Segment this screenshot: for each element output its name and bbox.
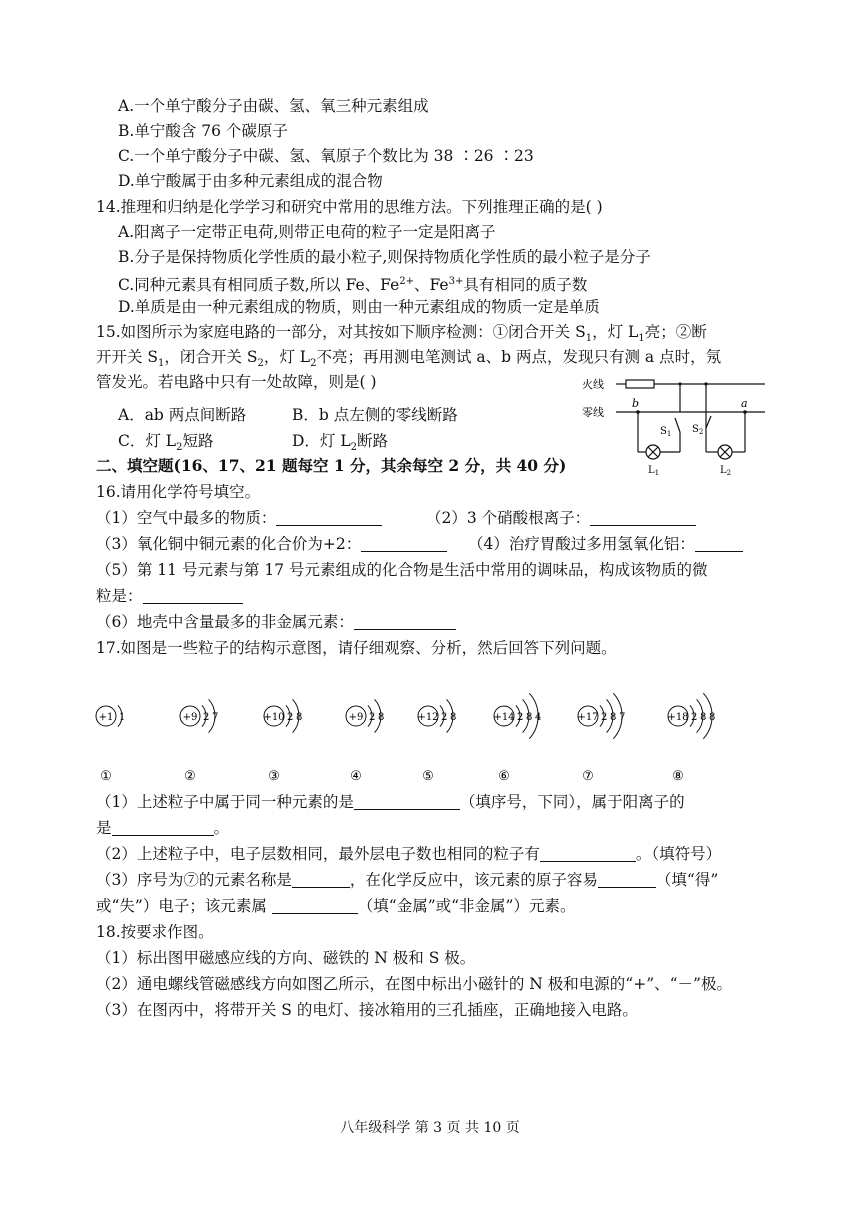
switch-s1-blade [675, 418, 680, 432]
q14-c-sup-2: 3+ [448, 276, 464, 287]
nucleus-charge: +9 [182, 712, 198, 723]
electron-count: 7 [212, 712, 219, 723]
node-live-1 [678, 382, 681, 385]
q17-p1-text-a: （1）上述粒子中属于同一种元素的是 [96, 793, 354, 811]
q17-blank-5[interactable] [598, 871, 656, 888]
q16-blank-3[interactable] [361, 535, 447, 552]
q13-option-a: A.一个单宁酸分子由碳、氢、氧三种元素组成 [118, 97, 429, 115]
q13-option-d: D.单宁酸属于由多种元素组成的混合物 [118, 172, 383, 190]
particle-8 [667, 693, 715, 784]
q15-d-text-1: D．灯 L [292, 432, 351, 450]
particle-label: ⑧ [672, 769, 684, 784]
q16-part6 [96, 612, 456, 632]
electron-count: 8 [378, 712, 385, 723]
fuse [626, 380, 654, 388]
q15-l1-c: 亮；②断 [644, 323, 707, 341]
q17-blank-1[interactable] [354, 793, 460, 810]
q14-option-d: D.单质是由一种元素组成的物质，则由一种元素组成的物质一定是单质 [118, 298, 600, 316]
q15-l2-sub2: 2 [257, 358, 264, 370]
q15-l1-a: 15.如图所示为家庭电路的一部分，对其按如下顺序检测：①闭合开关 S [96, 323, 586, 341]
particle-label: ④ [350, 769, 362, 784]
q16-part2 [426, 508, 696, 528]
nucleus-charge: +18 [667, 712, 689, 723]
q16-blank-6[interactable] [354, 613, 456, 630]
nucleus-charge: +17 [577, 712, 599, 723]
label-l1-sub: 1 [654, 469, 660, 477]
q18-part1: （1）标出图甲磁感应线的方向、磁铁的 N 极和 S 极。 [96, 949, 476, 967]
q17-blank-6[interactable] [272, 897, 358, 914]
q14-c-sup-1: 2+ [399, 276, 414, 287]
particle-label: ⑤ [422, 769, 434, 784]
q17-blank-2[interactable] [112, 819, 214, 836]
q17-stem: 17.如图是一些粒子的结构示意图，请仔细观察、分析，然后回答下列问题。 [96, 639, 617, 657]
q16-blank-2[interactable] [590, 509, 696, 526]
particle-structure-diagrams [86, 668, 746, 788]
label-a: a [741, 397, 748, 410]
q15-option-d [292, 431, 388, 458]
particle-label: ② [184, 769, 196, 784]
q17-p3-text-c: （填“得” [655, 871, 719, 889]
electron-count: 2 [441, 712, 448, 723]
q18-stem: 18.按要求作图。 [96, 923, 214, 941]
particle-label: ③ [268, 769, 280, 784]
q17-part3-line1 [96, 870, 718, 890]
electron-count: 7 [619, 712, 626, 723]
q16-part5-line2 [96, 586, 243, 606]
q14-stem: 14.推理和归纳是化学学习和研究中常用的思维方法。下列推理正确的是( ) [96, 198, 603, 216]
particle-label: ⑥ [498, 769, 510, 784]
q15-option-b: B．b 点左侧的零线断路 [292, 406, 458, 424]
particle-7 [577, 693, 625, 784]
q16-part1-text: （1）空气中最多的物质： [96, 509, 277, 527]
q14-option-b: B.分子是保持物质化学性质的最小粒子,则保持物质化学性质的最小粒子是分子 [118, 248, 651, 266]
particle-4 [346, 699, 384, 784]
q15-c-text-2: 短路 [182, 432, 214, 450]
q16-blank-5[interactable] [143, 587, 243, 604]
q14-c-text-3: 具有相同的质子数 [463, 276, 588, 295]
page-footer: 八年级科学 第 3 页 共 10 页 [340, 1120, 520, 1136]
q15-l2-d: 不亮；再用测电笔测试 a、b 两点，发现只有测 a 点时，氖 [316, 348, 722, 366]
q17-p3-text-e: （填“金属”或“非金属”）元素。 [357, 897, 576, 915]
q15-d-text-2: 断路 [357, 432, 389, 450]
label-s1 [660, 426, 671, 438]
q16-part6-text: （6）地壳中含量最多的非金属元素： [96, 613, 354, 631]
q17-p1-text-c: 是 [96, 819, 112, 837]
q15-c-sub: 2 [176, 442, 183, 454]
electron-count: 8 [450, 712, 457, 723]
q15-l2-b: ，闭合开关 S [164, 348, 258, 366]
q15-option-a: A．ab 两点间断路 [118, 406, 247, 424]
label-s2-sub: 2 [698, 428, 704, 436]
q17-part3-line2 [96, 896, 575, 916]
q17-part2 [96, 844, 721, 864]
electron-count: 8 [610, 712, 617, 723]
switch-s2-blade [706, 416, 711, 428]
node-b [636, 410, 640, 414]
electron-count: 2 [369, 712, 376, 723]
particle-5 [417, 699, 456, 784]
q15-l1-b: ，灯 L [592, 323, 639, 341]
particle-2 [180, 699, 218, 784]
q15-c-text-1: C．灯 L [118, 432, 177, 450]
nucleus-charge: +12 [417, 712, 439, 723]
q16-blank-4[interactable] [695, 535, 743, 552]
q16-part5-text: 粒是： [96, 587, 143, 605]
particle-label: ① [100, 769, 112, 784]
node-live-2 [704, 382, 707, 385]
label-b: b [632, 397, 640, 410]
q16-part3-text: （3）氧化铜中铜元素的化合价为+2： [96, 535, 362, 553]
q15-l2-sub1: 1 [158, 358, 165, 370]
label-s2-main: S [692, 424, 699, 435]
label-l2 [720, 465, 731, 477]
q16-part4 [468, 534, 743, 554]
q17-blank-3[interactable] [540, 845, 636, 862]
q16-part1 [96, 508, 382, 528]
q17-p1-text-b: （填序号，下同），属于阳离子的 [459, 793, 685, 811]
q17-p1-text-d: 。 [213, 819, 230, 837]
q16-blank-1[interactable] [276, 509, 382, 526]
electron-count: 8 [526, 712, 533, 723]
section2-heading: 二、填空题(16、17、21 题每空 1 分，其余每空 2 分，共 40 分) [96, 456, 567, 475]
q14-c-text-1: C.同种元素具有相同质子数,所以 Fe、Fe [118, 276, 400, 295]
q17-p3-text-d: 或“失”）电子；该元素属 [96, 897, 272, 915]
q16-part4-text: （4）治疗胃酸过多用氢氧化铝： [468, 535, 695, 553]
node-a [743, 410, 747, 414]
q15-l2-sub3: 2 [310, 358, 317, 370]
label-l1-main: L [648, 465, 655, 476]
q17-part1-line1 [96, 792, 685, 812]
label-s1-sub: 1 [666, 430, 672, 438]
q16-part3 [96, 534, 447, 554]
q15-line-3: 管发光。若电路中只有一处故障，则是( ) [96, 373, 377, 391]
electron-count: 2 [517, 712, 524, 723]
nucleus-charge: +10 [263, 712, 285, 723]
electron-count: 8 [296, 712, 303, 723]
electron-count: 2 [601, 712, 608, 723]
q17-p2-text-a: （2）上述粒子中，电子层数相同，最外层电子数也相同的粒子有 [96, 845, 540, 863]
q15-l2-c: ，灯 L [263, 348, 311, 366]
label-l2-main: L [720, 465, 727, 476]
q17-part1-line2 [96, 818, 229, 838]
q15-l1-sub2: 1 [638, 333, 645, 345]
nucleus-charge: +14 [493, 712, 515, 723]
q14-c-text-2: 、Fe [414, 276, 449, 295]
particle-6 [493, 693, 541, 784]
electron-count: 8 [709, 712, 716, 723]
label-l2-sub: 2 [726, 469, 732, 477]
q15-option-c [118, 431, 213, 458]
electron-count: 2 [691, 712, 698, 723]
particle-3 [263, 699, 302, 784]
q17-p3-text-b: ，在化学反应中，该元素的原子容易 [349, 871, 598, 889]
electron-count: 4 [535, 712, 542, 723]
q15-d-sub: 2 [350, 442, 358, 454]
label-l1 [648, 465, 659, 477]
q17-p2-text-b: 。（填符号） [635, 845, 722, 863]
particle-1 [96, 705, 125, 784]
q13-option-b: B.单宁酸含 76 个碳原子 [118, 122, 288, 140]
electron-count: 2 [203, 712, 210, 723]
label-s2 [692, 424, 703, 436]
q18-part2: （2）通电螺线管磁感线方向如图乙所示，在图中标出小磁针的 N 极和电源的“+”、“－”极。 [96, 975, 732, 993]
q17-blank-4[interactable] [292, 871, 350, 888]
q15-l2-a: 开开关 S [96, 348, 159, 366]
q16-part5-line1: （5）第 11 号元素与第 17 号元素组成的化合物是生活中常用的调味品，构成该物质的微 [96, 561, 708, 579]
q16-part2-text: （2）3 个硝酸根离子： [426, 509, 591, 527]
electron-count: 2 [287, 712, 294, 723]
label-live: 火线 [582, 378, 604, 391]
q14-option-a: A.阳离子一定带正电荷,则带正电荷的粒子一定是阳离子 [118, 223, 496, 241]
q17-p3-text-a: （3）序号为⑦的元素名称是 [96, 871, 292, 889]
electron-count: 1 [119, 712, 126, 723]
label-neutral: 零线 [582, 406, 604, 419]
nucleus-charge: +9 [348, 712, 364, 723]
nucleus-charge: +1 [98, 712, 114, 723]
q18-part3: （3）在图丙中，将带开关 S 的电灯、接冰箱用的三孔插座，正确地接入电路。 [96, 1001, 638, 1019]
q15-line-1 [96, 322, 707, 349]
label-s1-main: S [660, 426, 667, 437]
q13-option-c: C.一个单宁酸分子中碳、氢、氧原子个数比为 38 ∶26 ∶23 [118, 147, 534, 165]
q16-stem: 16.请用化学符号填空。 [96, 483, 261, 501]
particle-label: ⑦ [582, 769, 594, 784]
q15-l1-sub1: 1 [585, 333, 593, 345]
q15-circuit-diagram [580, 370, 780, 480]
q14-option-c [118, 272, 587, 295]
electron-count: 8 [700, 712, 707, 723]
